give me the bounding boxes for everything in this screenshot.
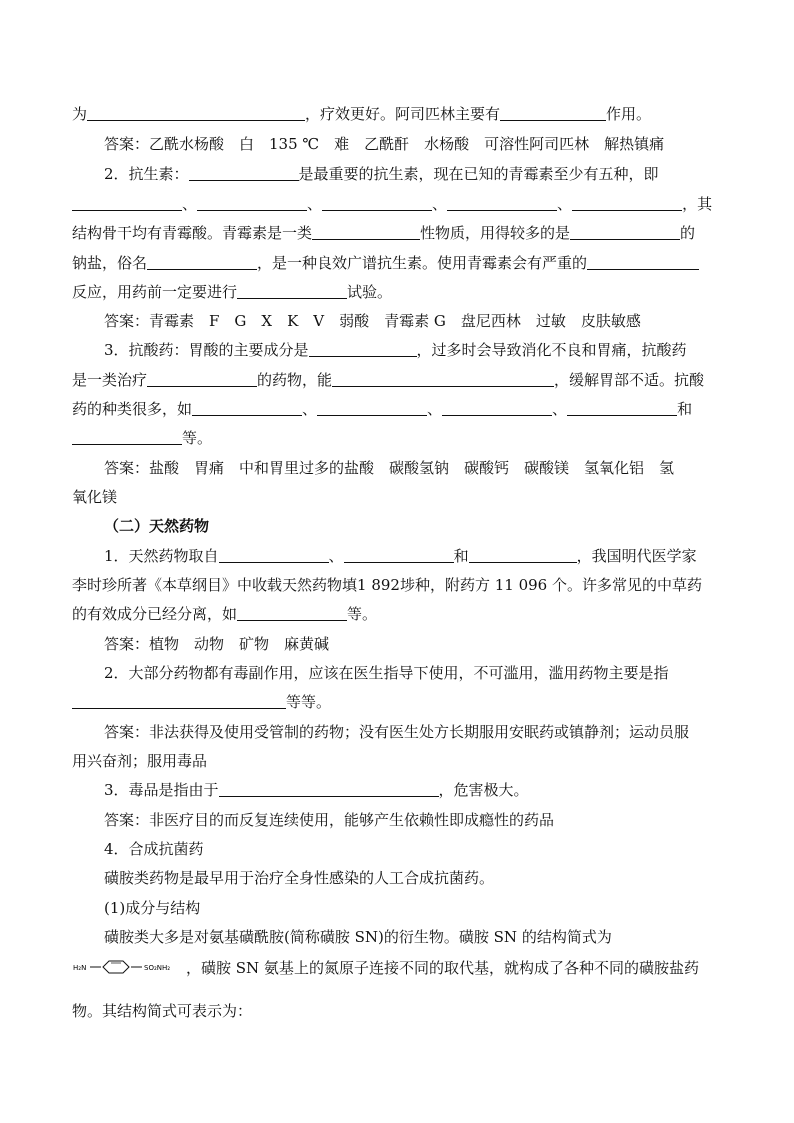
text-line: 磺胺类大多是对氨基磺酰胺(简称磺胺 SN)的衍生物。磺胺 SN 的结构简式为 bbox=[104, 928, 612, 946]
text-line: 物。其结构简式可表示为： bbox=[72, 1002, 253, 1020]
text-line: 磺胺类药物是最早用于治疗全身性感染的人工合成抗菌药。 bbox=[104, 869, 495, 887]
answer-line: 答案：盐酸 胃痛 中和胃里过多的盐酸 碳酸氢钠 碳酸钙 碳酸镁 氢氧化铝 氢 bbox=[104, 459, 675, 477]
answer-line: 用兴奋剂；服用毒品 bbox=[72, 752, 208, 770]
answer-blank[interactable] bbox=[309, 341, 417, 357]
answer-blank[interactable] bbox=[572, 195, 682, 211]
text-line: 药的种类很多，如 、 、 、 和 bbox=[72, 400, 693, 418]
answer-blank[interactable] bbox=[500, 105, 606, 121]
answer-blank[interactable] bbox=[87, 105, 305, 121]
text-line: 李时珍所著《本草纲目》中收载天然药物填1 892埗种，附药方 11 096 个。许多常见的中草药 bbox=[72, 576, 702, 594]
subheading: (1)成分与结构 bbox=[104, 899, 201, 917]
text-line: 等等。 bbox=[72, 692, 724, 712]
answer-blank[interactable] bbox=[147, 254, 257, 270]
text-line: 、 、 、 、 ，其 bbox=[72, 194, 724, 214]
text-line: 的有效成分已经分离，如 等。 bbox=[72, 605, 378, 623]
answer-blank[interactable] bbox=[219, 781, 439, 797]
answer-blank[interactable] bbox=[442, 400, 552, 416]
answer-line: 答案：青霉素 F G X K V 弱酸 青霉素 G 盘尼西林 过敏 皮肤敏感 bbox=[104, 312, 641, 330]
text-line: 结构骨干均有青霉酸。青霉素是一类 性物质，用得较多的是 的 bbox=[72, 224, 696, 242]
text-line: 钠盐，俗名 ，是一种良效广谱抗生素。使用青霉素会有严重的 bbox=[72, 253, 724, 273]
answer-blank[interactable] bbox=[322, 195, 432, 211]
text-line: 是一类治疗 的药物，能 ，缓解胃部不适。抗酸 bbox=[72, 371, 705, 389]
section-heading: （二）天然药物 bbox=[104, 517, 210, 535]
text-line: H₂N SO₂NH₂ ，磺胺 SN 氨基上的氮原子连接不同的取代基，就构成了各种不同的磺胺盐药 bbox=[73, 959, 699, 977]
answer-line: 答案：植物 动物 矿物 麻黄碱 bbox=[104, 635, 330, 653]
answer-blank[interactable] bbox=[332, 371, 554, 387]
answer-blank[interactable] bbox=[72, 195, 182, 211]
text-line: 反应，用药前一定要进行 试验。 bbox=[72, 283, 393, 301]
answer-line: 氧化镁 bbox=[72, 488, 118, 506]
answer-blank[interactable] bbox=[570, 224, 680, 240]
subheading: 4．合成抗菌药 bbox=[104, 840, 204, 858]
answer-blank[interactable] bbox=[237, 283, 347, 299]
answer-blank[interactable] bbox=[72, 429, 182, 445]
text-line: 为 ，疗效更好。阿司匹林主要有 作用。 bbox=[72, 105, 652, 123]
answer-blank[interactable] bbox=[344, 547, 454, 563]
natural-1: 1．天然药物取自 、 和 ，我国明代医学家 bbox=[104, 547, 697, 565]
answer-blank[interactable] bbox=[197, 195, 307, 211]
answer-blank[interactable] bbox=[219, 547, 329, 563]
answer-blank[interactable] bbox=[72, 693, 286, 709]
answer-blank[interactable] bbox=[567, 400, 677, 416]
answer-blank[interactable] bbox=[189, 165, 299, 181]
misuse-question: 2．大部分药物都有毒副作用，应该在医生指导下使用，不可滥用，滥用药物主要是指 bbox=[104, 664, 669, 682]
answer-blank[interactable] bbox=[312, 224, 420, 240]
answer-blank[interactable] bbox=[587, 254, 699, 270]
formula-right-group: SO₂NH₂ bbox=[144, 964, 171, 972]
answer-blank[interactable] bbox=[469, 547, 577, 563]
question-2: 2．抗生素： 是最重要的抗生素，现在已知的青霉素至少有五种，即 bbox=[104, 165, 659, 183]
text-line: 等。 bbox=[72, 428, 724, 448]
answer-blank[interactable] bbox=[192, 400, 302, 416]
answer-blank[interactable] bbox=[317, 400, 427, 416]
answer-blank[interactable] bbox=[147, 371, 257, 387]
formula-left-group: H₂N bbox=[73, 964, 87, 972]
answer-blank[interactable] bbox=[237, 605, 347, 621]
answer-blank[interactable] bbox=[447, 195, 557, 211]
question-3: 3．抗酸药：胃酸的主要成分是 ，过多时会导致消化不良和胃痛，抗酸药 bbox=[104, 341, 687, 359]
answer-line: 答案：非医疗目的而反复连续使用，能够产生依赖性即成瘾性的药品 bbox=[104, 811, 555, 829]
drug-question: 3．毒品是指由于 ，危害极大。 bbox=[104, 781, 529, 799]
answer-line: 答案：非法获得及使用受管制的药物；没有医生处方长期服用安眠药或镇静剂；运动员服 bbox=[104, 723, 690, 741]
answer-line: 答案：乙酰水杨酸 白 135 ℃ 难 乙酰酐 水杨酸 可溶性阿司匹林 解热镇痛 bbox=[104, 135, 665, 153]
sulfanilamide-formula bbox=[72, 958, 184, 976]
